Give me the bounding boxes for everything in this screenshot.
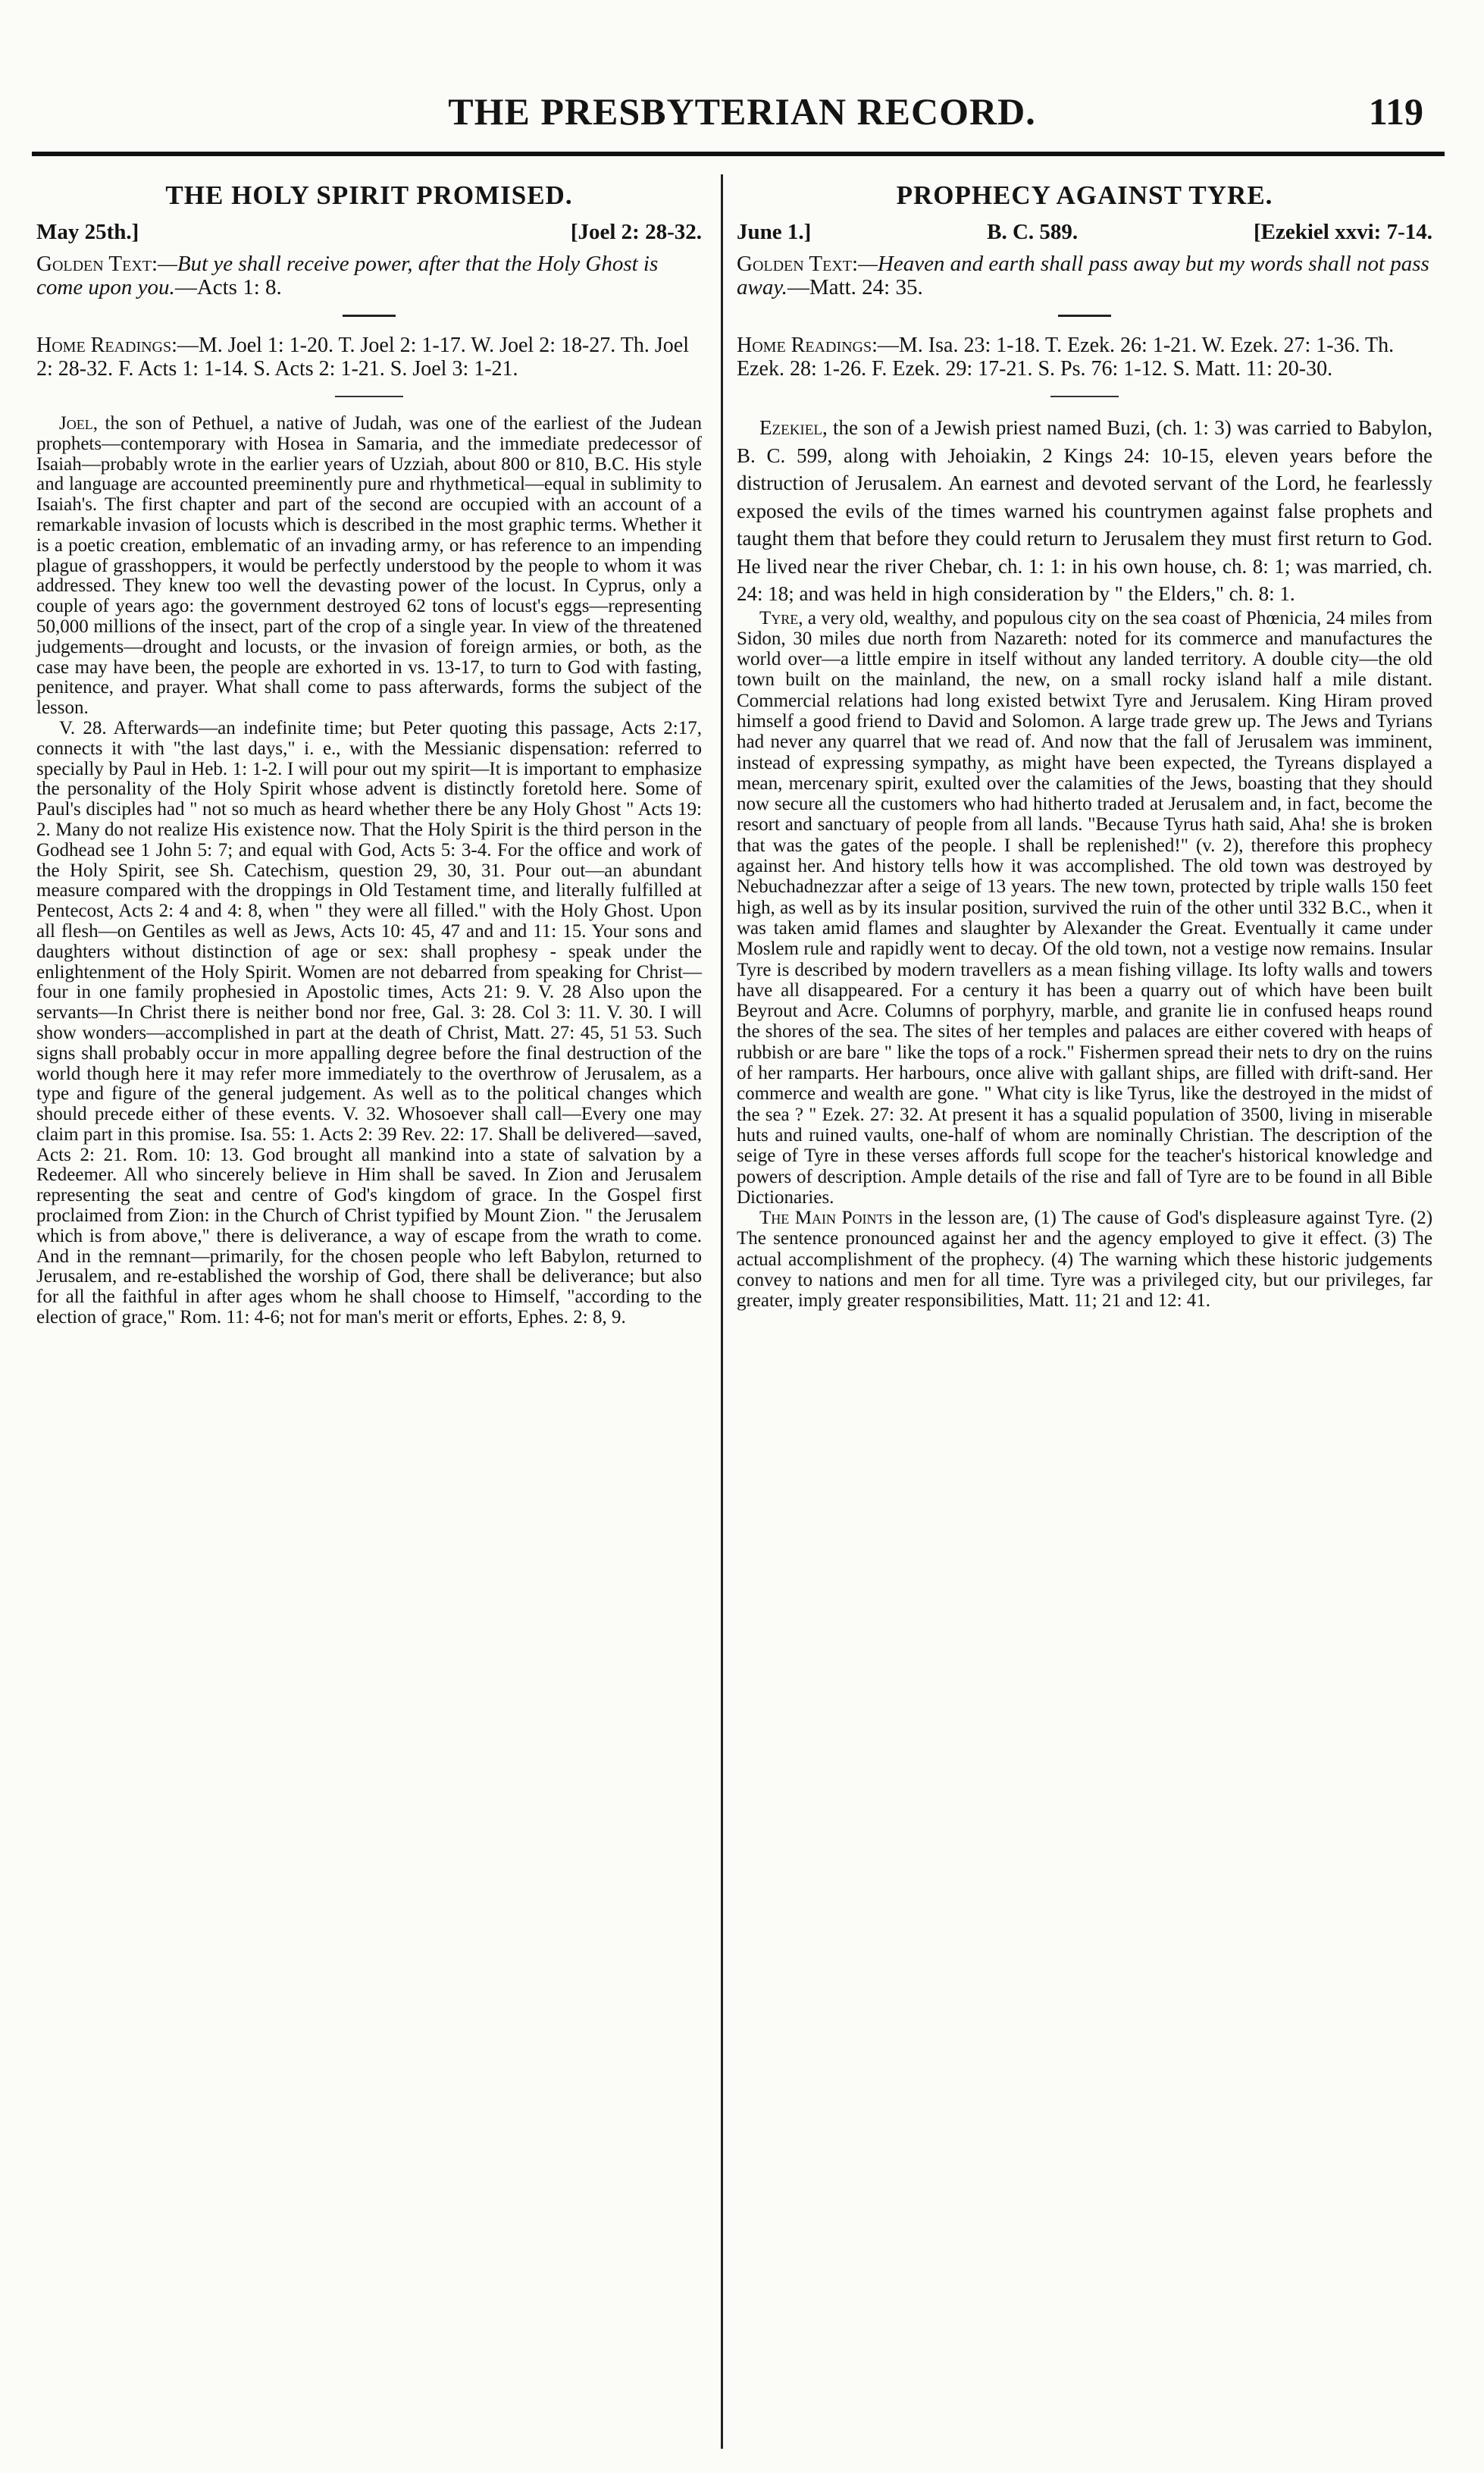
divider — [1050, 396, 1119, 397]
golden-text-quote: —Heaven and earth shall pass away but my words shall not pass away. — [737, 252, 1429, 299]
home-readings — [737, 334, 1432, 381]
header-rule — [32, 152, 1445, 156]
paragraph-text: the son of Pethuel, a native of Judah, was one of the earliest of the Judean prophets—contemporary with Hosea in Samaria, and the immediate predecessor of Isaiah—probably wrote in the earlier years of Uzziah, about 800 or 810, B.C. His style and language are accounted preeminently pure and rhythmetical—equal in sublimity to Isaiah's. The first chapter and part of the second are occupied with an account of a remarkable invasion of locusts which is described in the most graphic terms. Whether it is a poetic creation, emblematic of an invading army, or has reference to an impending plague of grasshoppers, it would be perfectly understood by the people to whom it was addressed. They knew too well the devasting power of the locust. In Cyprus, only a couple of years ago: the government destroyed 62 tons of locust's eggs—representing 50,000 millions of the insect, part of the crop of a single year. In view of the threatened judgements—drought and locusts, or the invasion of foreign armies, or both, as the case may have been, the people are exhorted in vs. 13-17, to turn to God with fasting, penitence, and prayer. What shall come to pass afterwards, forms the subject of the lesson. — [36, 413, 703, 719]
commentary-paragraph — [737, 414, 1432, 608]
golden-text — [737, 252, 1432, 299]
commentary-paragraph — [737, 608, 1432, 1208]
lesson-tyre — [737, 180, 1432, 1312]
commentary-paragraph — [737, 1208, 1432, 1311]
lesson-era: B. C. 589. — [987, 220, 1079, 244]
commentary-paragraph — [36, 414, 702, 719]
column-divider — [721, 174, 723, 2449]
lesson-meta — [36, 220, 702, 245]
golden-text — [36, 252, 702, 299]
paragraph-lead: Ezekiel, — [759, 416, 828, 439]
lesson-meta — [737, 220, 1432, 245]
home-readings-label: Home Readings: — [36, 334, 177, 357]
lesson-date: May 25th.] — [36, 220, 139, 244]
paragraph-lead: Tyre, — [759, 607, 803, 628]
running-head — [30, 89, 1454, 150]
home-readings — [36, 334, 702, 381]
lesson-title: THE HOLY SPIRIT PROMISED. — [165, 180, 573, 210]
golden-text-quote: —But ye shall receive power, after that the Holy Ghost is come upon you. — [36, 252, 659, 299]
paragraph-text: in the lesson are, (1) The cause of God's displeasure against Tyre. (2) The sentence pronounced against her and the agency employed to give it effect. (3) The actual accomplishment of the prophecy. (4) The warning which these historic judgements convey to nations and men for all time. Tyre was a privileged city, but our privileges, far greater, imply greater responsibilities, Matt. 11; 21 and 12: 41. — [737, 1208, 1433, 1312]
home-readings-text: —M. Isa. 23: 1-18. T. Ezek. 26: 1-21. W. Ezek. 27: 1-36. Th. Ezek. 28: 1-26. F. Ezek. 29: 17-21. S. Ps. 76: 1-12. S. Matt. 11: 20-30. — [737, 334, 1395, 381]
golden-text-label: Golden Text: — [36, 252, 158, 276]
paragraph-lead: Joel, — [59, 413, 98, 434]
golden-text-label: Golden Text: — [737, 252, 859, 276]
page-number: 119 — [1368, 90, 1423, 133]
paragraph-text: a very old, wealthy, and populous city on the sea coast of Phœnicia, 24 miles from Sidon, 30 miles due north from Nazareth: noted for its commerce and manufactures the world over—a little empire in itself without any landed territory. A double city—the old town built on the mainland, the new, on a small rocky island half a mile distant. Commercial relations had long existed betwixt Tyre and Jerusalem. King Hiram proved himself a good friend to David and Solomon. A large trade grew up. The Jews and Tyrians had never any quarrel that we read of. And now that the fall of Jerusalem was imminent, instead of expressing sympathy, as might have been expected, the Tyreans displayed a mean, mercenary spirit, exulted over the calamities of the Jews, boasting that they should now secure all the customers who had hitherto traded at Jerusalem and, in fact, become the resort and sanctuary of people from all lands. "Because Tyrus hath said, Aha! she is broken that was the gates of the people. I shall be replenished!" (v. 2), therefore this prophecy against her. And history tells how it was accomplished. The old town was destroyed by Nebuchadnezzar after a seige of 13 years. The new town, protected by triple walls 150 feet high, as well as by its insular position, survived the ruin of the other until 332 B.C., when it was taken amid flames and slaughter by Alexander the Great. Eventually it came under Moslem rule and rapidly went to decay. Of the old town, not a vestige now remains. Insular Tyre is described by modern travellers as a mean fishing village. Its lofty walls and towers have all disappeared. For a century it has been a quarry out of which have been built Beyrout and Acre. Columns of porphyry, marble, and granite lie in confused heaps round the shores of the sea. The sites of her temples and palaces are either covered with heaps of rubbish or are bare " like the tops of a rock." Fishermen spread their nets to dry on the ruins of her ramparts. Her harbours, once alive with gallant ships, are filled with drift-sand. Her commerce and wealth are gone. " What city is like Tyrus, like the destroyed in the midst of the sea ? " Ezek. 27: 32. At present it has a squalid population of 3500, living in miserable huts and ruined vaults, one-half of whom are nominally Christian. The description of the seige of Tyre in these verses affords full scope for the teacher's historical knowledge and powers of description. Ample details of the rise and fall of Tyre are to be found in all Bible Dictionaries. — [737, 607, 1433, 1208]
lesson-reference: [Ezekiel xxvi: 7-14. — [1254, 220, 1432, 244]
divider — [335, 396, 403, 397]
lesson-title: PROPHECY AGAINST TYRE. — [896, 180, 1273, 210]
golden-text-ref: —Matt. 24: 35. — [787, 275, 923, 299]
home-readings-text: —M. Joel 1: 1-20. T. Joel 2: 1-17. W. Joel 2: 18-27. Th. Joel 2: 28-32. F. Acts 1: 1-14. S. Acts 2: 1-21. S. Joel 3: 1-21. — [36, 334, 689, 381]
lesson-date: June 1.] — [737, 220, 812, 244]
home-readings-label: Home Readings: — [737, 334, 878, 357]
paragraph-text: the son of a Jewish priest named Buzi, (ch. 1: 3) was carried to Babylon, B. C. 599, along with Jehoiakin, 2 Kings 24: 10-15, eleven years before the distruction of Jerusalem. An earnest and devoted servant of the Lord, he fearlessly exposed the evils of the times warned his countrymen against false prophets and taught them that before they could return to Jerusalem they must first return to God. He lived near the river Chebar, ch. 1: 1: in his own house, ch. 8: 1; was married, ch. 24: 18; and was held in high consideration by " the Elders," ch. 8: 1. — [737, 416, 1432, 605]
golden-text-ref: —Acts 1: 8. — [174, 275, 282, 299]
running-title: THE PRESBYTERIAN RECORD. — [448, 90, 1036, 133]
commentary-paragraph: V. 28. Afterwards—an indefinite time; but Peter quoting this passage, Acts 2:17, connects it with "the last days," i. e., with the Messianic dispensation: referred to specially by Paul in Heb. 1: 1-2. I will pour out my spirit—It is important to emphasize the personality of the Holy Spirit whose advent is distinctly foretold here. Some of Paul's disciples had " not so much as heard whether there be any Holy Ghost " Acts 19: 2. Many do not realize His existence now. That the Holy Spirit is the third person in the Godhead see 1 John 5: 7; and equal with God, Acts 5: 3-4. For the office and work of the Holy Spirit, see Sh. Catechism, question 29, 30, 31. Pour out—an abundant measure compared with the droppings in Old Testament time, and literally fulfilled at Pentecost, Acts 2: 4 and 4: 8, when " they were all filled." with the Holy Ghost. Upon all flesh—on Gentiles as well as Jews, Acts 10: 45, 47 and and 11: 15. Your sons and daughters without distinction of age or sex: shall prophesy - speak under the enlightenment of the Holy Spirit. Women are not debarred from speaking for Christ—four in one family prophesied in Apostolic times, Acts 21: 9. V. 28 Also upon the servants—In Christ there is neither bond nor free, Gal. 3: 28. Col 3: 11. V. 30. I will show wonders—accomplished in part at the death of Christ, Matt. 27: 45, 51 53. Such signs shall probably occur in more appalling degree before the final destruction of the world though here it may refer more immediately to the overthrow of Jerusalem, as a type and figure of the general judgement. As well as to the political changes which should precede either of these events. V. 32. Whosoever shall call—Every one may claim part in this promise. Isa. 55: 1. Acts 2: 39 Rev. 22: 17. Shall be delivered—saved, Acts 2: 21. Rom. 10: 13. God brought all mankind into a state of salvation by a Redeemer. All who sincerely believe in Him shall be saved. In Zion and Jerusalem representing the seat and centre of God's kingdom of grace. In the Gospel first proclaimed from Zion: in the Church of Christ typified by Mount Zion. " the Jerusalem which is from above," there is deliverance, a way of escape from the wrath to come. And in the remnant—primarily, for the chosen people who left Babylon, returned to Jerusalem, and re-established the worship of God, there shall be deliverance; but also for all the faithful in after ages whom he shall choose to Himself, "according to the election of grace," Rom. 11: 4-6; not for man's merit or efforts, Ephes. 2: 8, 9. — [36, 717, 702, 1328]
divider — [1058, 315, 1111, 317]
paragraph-lead: The Main Points — [759, 1208, 893, 1229]
lesson-reference: [Joel 2: 28-32. — [570, 220, 702, 244]
lesson-holy-spirit — [36, 180, 702, 1328]
divider — [343, 315, 396, 317]
